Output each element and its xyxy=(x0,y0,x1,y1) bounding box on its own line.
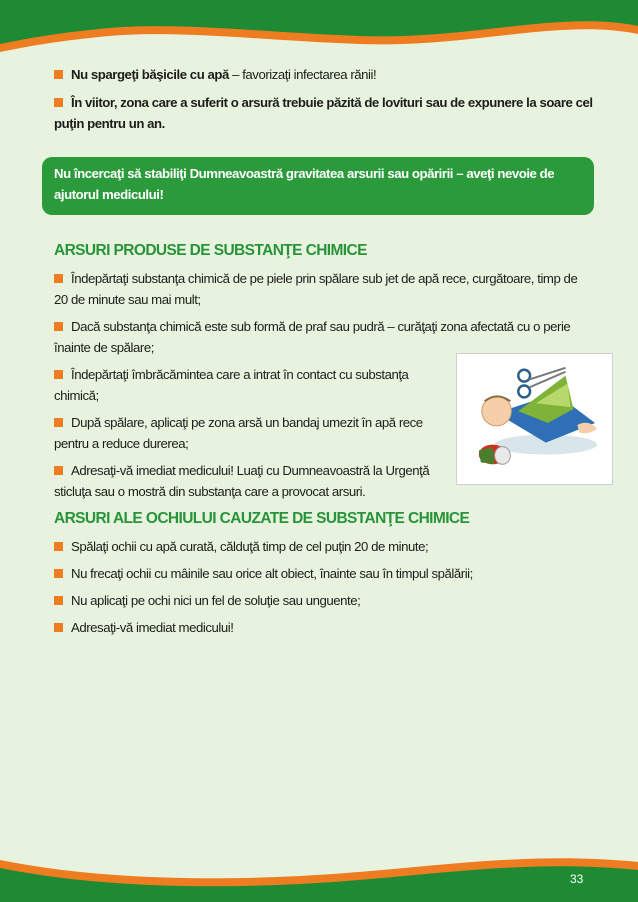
orange-square-bullet-icon xyxy=(54,322,63,331)
bottom-wave-decoration xyxy=(0,842,638,902)
page-number: 33 xyxy=(570,872,584,886)
list-item: După spălare, aplicaţi pe zona arsă un bandaj umezit în apă rece pentru a reduce durerea; xyxy=(54,415,423,451)
orange-square-bullet-icon xyxy=(54,418,63,427)
section-heading-chemical-burns: ARSURI PRODUSE DE SUBSTANŢE CHIMICE xyxy=(54,242,367,259)
orange-square-bullet-icon xyxy=(54,274,63,283)
orange-square-bullet-icon xyxy=(54,596,63,605)
orange-square-bullet-icon xyxy=(54,466,63,475)
list-item: Îndepărtaţi îmbrăcămintea care a intrat în contact cu substanţa chimică; xyxy=(54,367,409,403)
chemical-burn-illustration xyxy=(456,353,613,485)
bullet-bold-text: În viitor, zona care a suferit o arsură trebuie păzită de lovituri sau de expunere la soare cel puţin pentru un an. xyxy=(54,95,593,131)
section-eye-burns-list xyxy=(54,536,594,638)
orange-square-bullet-icon xyxy=(54,370,63,379)
list-item: Dacă substanţa chimică este sub formă de praf sau pudră – curăţaţi zona afectată cu o perie înainte de spălare; xyxy=(54,319,571,355)
section-heading-eye-chemical-burns: ARSURI ALE OCHIULUI CAUZATE DE SUBSTANŢE CHIMICE xyxy=(54,510,470,527)
top-wave-decoration xyxy=(0,0,638,60)
orange-square-bullet-icon xyxy=(54,70,63,79)
orange-square-bullet-icon xyxy=(54,542,63,551)
orange-square-bullet-icon xyxy=(54,569,63,578)
list-item: Spălaţi ochii cu apă curată, călduţă timp de cel puţin 20 de minute; xyxy=(54,536,594,557)
orange-square-bullet-icon xyxy=(54,623,63,632)
list-item: Nu frecaţi ochii cu mâinile sau orice alt obiect, înainte sau în timpul spălării; xyxy=(54,563,594,584)
list-item: Nu aplicaţi pe ochi nici un fel de soluţie sau unguente; xyxy=(54,590,594,611)
bullet-text: – favorizaţi infectarea rănii! xyxy=(228,67,377,82)
warning-notice-box xyxy=(42,157,594,215)
bullet-bold-text: Nu spargeţi băşicile cu apă xyxy=(71,67,229,82)
notice-text: Nu încercaţi să stabiliţi Dumneavoastră gravitatea arsurii sau opăririi – aveţi nevoie de ajutorul medicului! xyxy=(54,166,555,202)
list-item: Îndepărtaţi substanţa chimică de pe piele prin spălare sub jet de apă rece, curgătoare, timp de 20 de minute sau mai mult; xyxy=(54,271,578,307)
list-item: Adresaţi-vă imediat medicului! Luaţi cu Dumneavoastră la Urgenţă sticluţa sau o mostră din substanţa care a provocat arsuri. xyxy=(54,463,430,499)
orange-square-bullet-icon xyxy=(54,98,63,107)
chemical-bottle-icon xyxy=(479,445,511,465)
top-bullets xyxy=(54,64,594,134)
bullet-item xyxy=(54,64,594,85)
list-item: Adresaţi-vă imediat medicului! xyxy=(54,617,594,638)
bullet-item xyxy=(54,92,594,134)
